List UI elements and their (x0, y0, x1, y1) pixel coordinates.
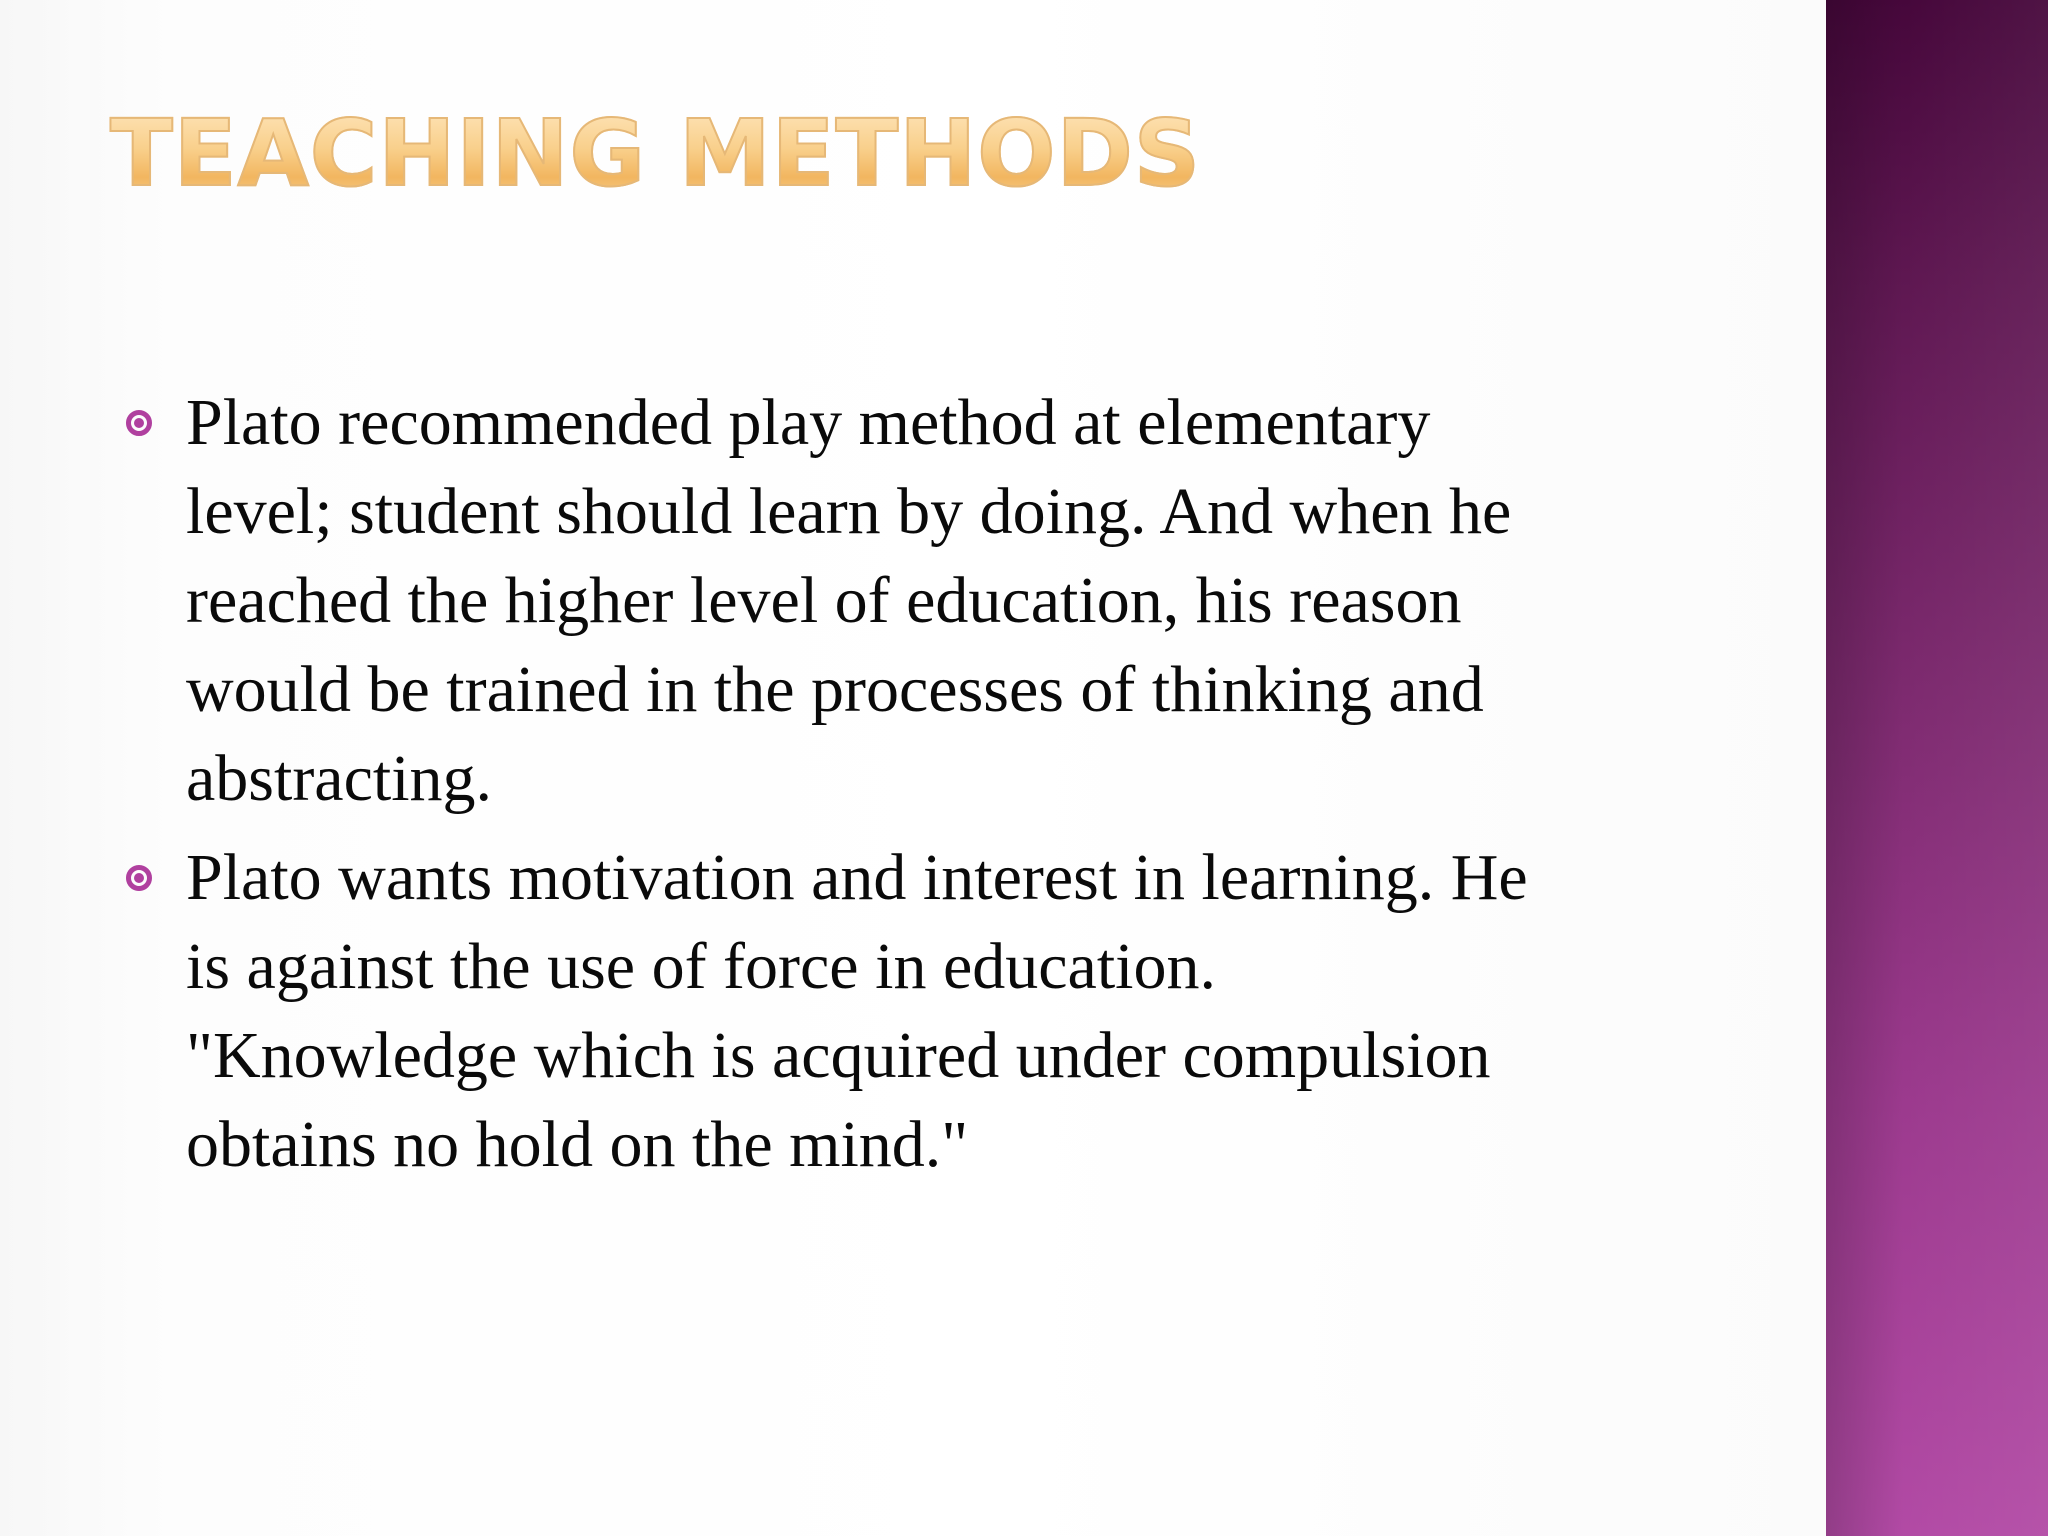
bullet-line: would be trained in the processes of thinking and (186, 653, 1484, 726)
bullet-line: "Knowledge which is acquired under compulsion (186, 1019, 1491, 1092)
bullet-line: Plato wants motivation and interest in learning. He (186, 841, 1528, 914)
bullet-line: reached the higher level of education, his reason (186, 564, 1462, 637)
target-bullet-icon (126, 865, 152, 891)
bullet-line: level; student should learn by doing. And when he (186, 475, 1512, 548)
bullet-line: is against the use of force in education. (186, 930, 1216, 1003)
slide-title: TEACHING METHODS (110, 96, 1201, 212)
bullet-line: Plato recommended play method at elementary (186, 386, 1431, 459)
bullet-line: obtains no hold on the mind." (186, 1108, 969, 1181)
bullet-list (120, 378, 1720, 1199)
bullet-item (120, 378, 1720, 823)
decorative-side-band (1826, 0, 2048, 1536)
target-bullet-icon (126, 410, 152, 436)
bullet-line: abstracting. (186, 742, 493, 815)
bullet-item (120, 833, 1720, 1189)
